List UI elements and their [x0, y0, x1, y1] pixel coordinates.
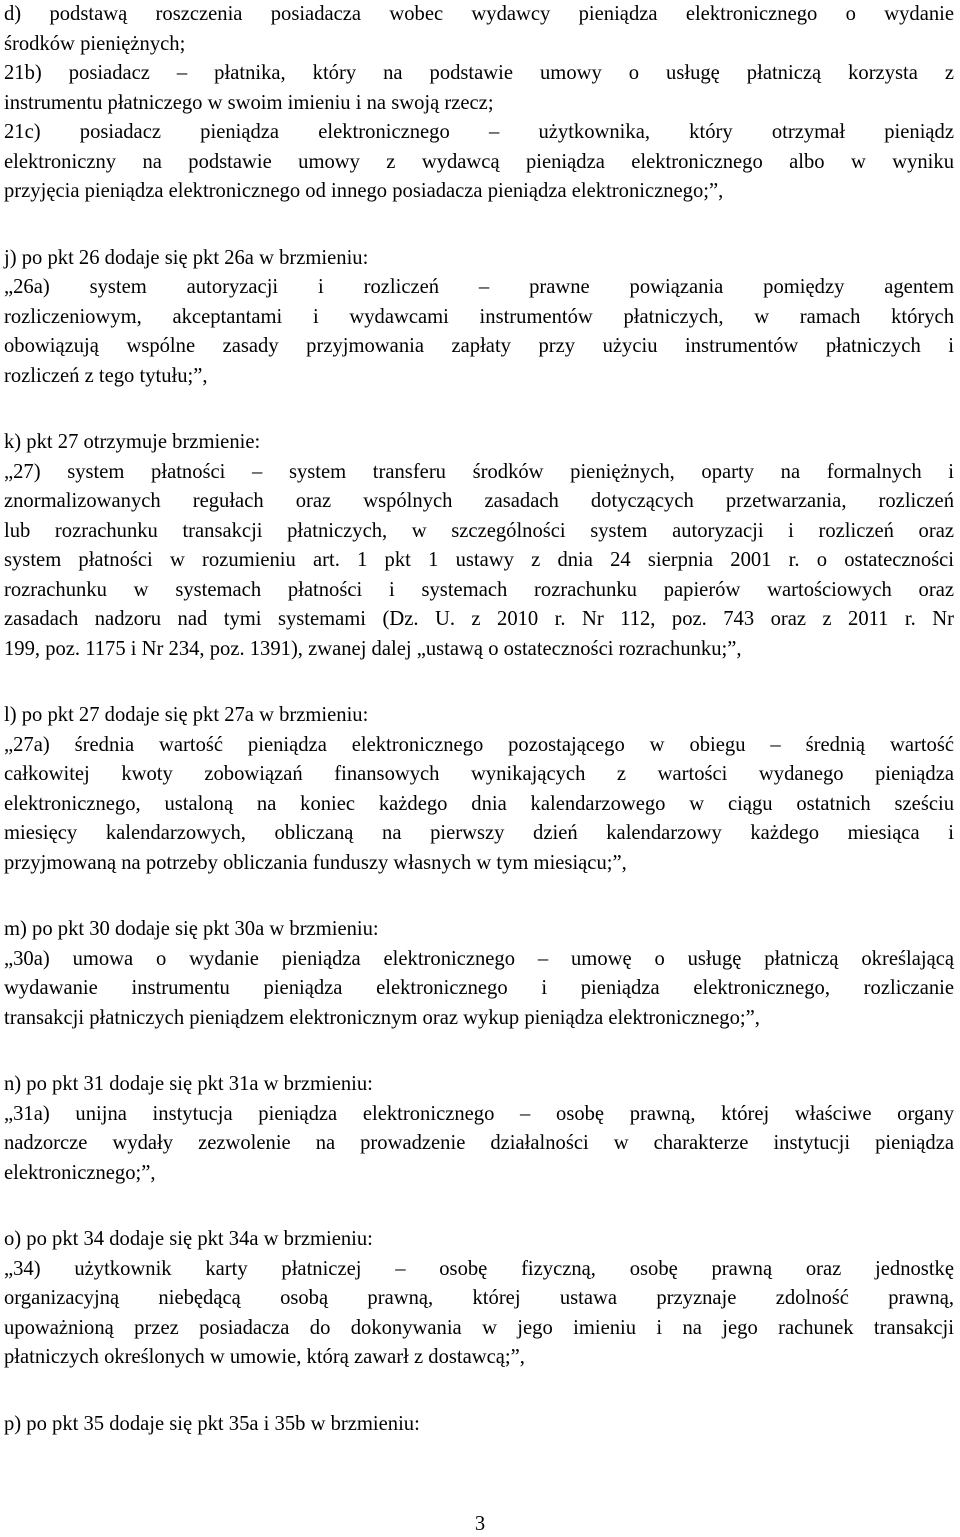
amendment-lead-o: o) po pkt 34 dodaje się pkt 34a w brzmieniu:: [4, 1228, 373, 1250]
text-line: wydawanie instrumentu pieniądza elektronicznego i pieniądza elektronicznego, rozliczanie: [4, 977, 954, 999]
definition-34a: [4, 1255, 954, 1373]
paragraph-item-21c: [4, 118, 954, 207]
amendment-lead-n: n) po pkt 31 dodaje się pkt 31a w brzmieniu:: [4, 1073, 373, 1095]
text-line: przyjmowaną na potrzeby obliczania funduszy własnych w tym miesiącu;”,: [4, 851, 627, 874]
text-line: „30a) umowa o wydanie pieniądza elektronicznego – umowę o usługę płatniczą określającą: [4, 947, 954, 970]
text-line: rozliczeń z tego tytułu;”,: [4, 364, 208, 387]
text-line: płatniczych określonych w umowie, którą zawarł z dostawcą;”,: [4, 1346, 525, 1368]
text-line: elektronicznego, ustaloną na koniec każdego dnia kalendarzowego w ciągu ostatnich sześciu: [4, 792, 954, 815]
definition-27a: [4, 731, 954, 879]
text-line: zasadach nadzoru nad tymi systemami (Dz. U. z 2010 r. Nr 112, poz. 743 oraz z 2011 r. Nr: [4, 608, 954, 630]
text-line: transakcji płatniczych pieniądzem elektronicznym oraz wykup pieniądza elektronicznego;”,: [4, 1006, 760, 1029]
text-line: „27a) średnia wartość pieniądza elektronicznego pozostającego w obiegu – średnią wartość: [4, 733, 954, 756]
text-line: nadzorcze wydały zezwolenie na prowadzenie działalności w charakterze instytucji pieniądza: [4, 1132, 954, 1154]
text-line: instrumentu płatniczego w swoim imieniu i na swoją rzecz;: [4, 91, 494, 114]
definition-26a: [4, 273, 954, 391]
text-line: „27) system płatności – system transferu środków pieniężnych, oparty na formalnych i: [4, 460, 954, 483]
text-line: organizacyjną niebędącą osobą prawną, której ustawa przyznaje zdolność prawną,: [4, 1287, 954, 1309]
text-line: „31a) unijna instytucja pieniądza elektronicznego – osobę prawną, której właściwe organy: [4, 1102, 954, 1125]
text-line: całkowitej kwoty zobowiązań finansowych wynikających z wartości wydanego pieniądza: [4, 763, 954, 785]
text-line: rozrachunku w systemach płatności i systemach rozrachunku papierów wartościowych oraz: [4, 578, 954, 601]
text-line: elektroniczny na podstawie umowy z wydawcą pieniądza elektronicznego albo w wyniku: [4, 150, 954, 173]
amendment-lead-m: m) po pkt 30 dodaje się pkt 30a w brzmieniu:: [4, 918, 379, 940]
page-number: 3: [474, 1513, 486, 1535]
text-line: „26a) system autoryzacji i rozliczeń – prawne powiązania pomiędzy agentem: [4, 276, 954, 298]
text-line: d) podstawą roszczenia posiadacza wobec wydawcy pieniądza elektronicznego o wydanie: [4, 3, 954, 25]
paragraph-item-d: [4, 0, 954, 59]
definition-31a: [4, 1100, 954, 1189]
amendment-lead-p: p) po pkt 35 dodaje się pkt 35a i 35b w brzmieniu:: [4, 1412, 420, 1435]
text-line: upoważnioną przez posiadacza do dokonywania w jego imieniu i na jego rachunek transakcji: [4, 1316, 954, 1339]
text-line: 21b) posiadacz – płatnika, który na podstawie umowy o usługę płatniczą korzysta z: [4, 62, 954, 84]
text-line: znormalizowanych regułach oraz wspólnych zasadach dotyczących przetwarzania, rozliczeń: [4, 490, 954, 512]
text-line: środków pieniężnych;: [4, 32, 186, 55]
amendment-lead-k: k) pkt 27 otrzymuje brzmienie:: [4, 431, 261, 453]
text-line: przyjęcia pieniądza elektronicznego od innego posiadacza pieniądza elektronicznego;”,: [4, 180, 724, 202]
definition-27: [4, 458, 954, 665]
text-line: lub rozrachunku transakcji płatniczych, w szczególności system autoryzacji i rozliczeń oraz: [4, 519, 954, 542]
text-line: miesięcy kalendarzowych, obliczaną na pierwszy dzień kalendarzowy każdego miesiąca i: [4, 822, 954, 844]
text-line: obowiązują wspólne zasady przyjmowania zapłaty przy użyciu instrumentów płatniczych i: [4, 335, 954, 357]
text-line: 21c) posiadacz pieniądza elektronicznego – użytkownika, który otrzymał pieniądz: [4, 121, 954, 143]
document-page: [4, 0, 954, 1439]
definition-30a: [4, 945, 954, 1034]
amendment-lead-l: l) po pkt 27 dodaje się pkt 27a w brzmieniu:: [4, 704, 369, 726]
text-line: elektronicznego;”,: [4, 1161, 156, 1184]
amendment-lead-j: j) po pkt 26 dodaje się pkt 26a w brzmieniu:: [4, 246, 369, 269]
paragraph-item-21b: [4, 59, 954, 118]
text-line: rozliczeniowym, akceptantami i wydawcami instrumentów płatniczych, w ramach których: [4, 305, 954, 328]
text-line: „34) użytkownik karty płatniczej – osobę fizyczną, osobę prawną oraz jednostkę: [4, 1257, 954, 1280]
text-line: 199, poz. 1175 i Nr 234, poz. 1391), zwanej dalej „ustawą o ostateczności rozrachunku;”,: [4, 637, 742, 660]
text-line: system płatności w rozumieniu art. 1 pkt 1 ustawy z dnia 24 sierpnia 2001 r. o ostateczności: [4, 549, 954, 571]
